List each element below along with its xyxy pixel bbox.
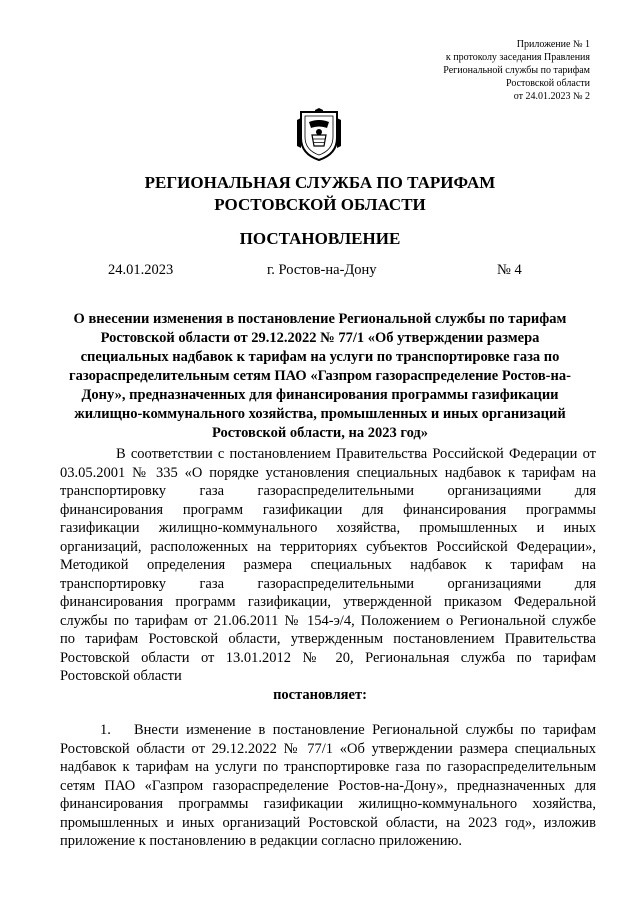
subject-line: Дону», предназначенных для финансирования программы газификации [81, 387, 559, 403]
appendix-line: Региональной службы по тарифам [443, 65, 590, 76]
preamble-line: Методикой определения размера специальных надбавок к тарифам на [60, 557, 596, 573]
clause-number: 1. [100, 722, 111, 738]
clause-line: надбавок к тарифам на услуги по транспортировке газа по газораспределительным [60, 759, 596, 775]
document-type: ПОСТАНОВЛЕНИЕ [239, 229, 401, 248]
clause-line: промышленных и иных организаций Ростовской области, на 2023 год», изложив [60, 814, 596, 831]
appendix-line: Приложение № 1 [516, 39, 590, 50]
preamble-line: В соответствии с постановлением Правительства Российской Федерации от [116, 446, 596, 462]
preamble-line: транспортировку газа газораспределительными организациями для [60, 483, 596, 499]
document-city: г. Ростов-на-Дону [267, 262, 377, 278]
clause-first-line [60, 721, 596, 740]
agency-title [0, 172, 640, 216]
clause-text-first: Внести изменение в постановление Региональной службы по тарифам [134, 722, 596, 738]
document-date: 24.01.2023 [108, 262, 174, 278]
preamble-line: организаций, расположенных на территориях субъектов Российской Федерации», [60, 538, 596, 555]
subject-line: специальных надбавок к тарифам на услуги по транспортировке газа по [80, 349, 560, 365]
appendix-line: к протоколу заседания Правления [445, 52, 590, 63]
document-subject [60, 310, 580, 443]
clause-line: Ростовской области от 29.12.2022 № 77/1 «Об утверждении размера специальных [60, 740, 596, 757]
preamble-line: финансирования программ газификации, утвержденной приказом Федеральной [60, 594, 596, 610]
appendix-note [370, 38, 590, 103]
preamble-line: транспортировку газа газораспределительными организациями для [60, 575, 596, 592]
coat-of-arms-icon [295, 108, 343, 162]
subject-line: газораспределительным сетям ПАО «Газпром газораспределение Ростов-на- [69, 368, 571, 384]
resolve-heading: постановляет: [273, 687, 367, 703]
preamble-line: по тарифам Ростовской области, утвержденным постановлением Правительства [60, 631, 596, 647]
preamble-line: газификации жилищно-коммунального хозяйства, промышленных и иных [60, 520, 596, 536]
clause-line: сетям ПАО «Газпром газораспределение Ростов-на-Дону», предназначенных для [60, 777, 596, 794]
clause-line: приложение к постановлению в редакции согласно приложению. [60, 833, 462, 849]
subject-line: Ростовской области от 29.12.2022 № 77/1 «Об утверждении размера [100, 330, 540, 346]
preamble-line: службы по тарифам от 21.06.2011 № 154-э/4, Положением о Региональной службе [60, 612, 596, 629]
preamble-paragraph [60, 445, 596, 686]
clause-line: финансирования программы газификации жилищно-коммунального хозяйства, [60, 796, 596, 812]
appendix-line: Ростовской области [506, 78, 590, 89]
clause-1 [60, 721, 596, 851]
preamble-line: Ростовской области от 13.01.2012 № 20, Региональная служба по тарифам [60, 649, 596, 666]
appendix-line: от 24.01.2023 № 2 [513, 91, 590, 102]
preamble-line: 03.05.2001 № 335 «О порядке установления специальных надбавок к тарифам на [60, 464, 596, 481]
preamble-line: Ростовской области [60, 668, 182, 684]
document-number: № 4 [497, 262, 522, 278]
agency-title-line: РОСТОВСКОЙ ОБЛАСТИ [214, 195, 426, 214]
subject-line: О внесении изменения в постановление Региональной службы по тарифам [73, 311, 567, 327]
preamble-line: финансирования программ газификации для финансирования программы [60, 501, 596, 518]
subject-line: жилищно-коммунального хозяйства, промышленных и иных организаций [74, 406, 566, 422]
agency-title-line: РЕГИОНАЛЬНАЯ СЛУЖБА ПО ТАРИФАМ [144, 173, 496, 192]
subject-line: Ростовской области, на 2023 год» [211, 425, 429, 441]
